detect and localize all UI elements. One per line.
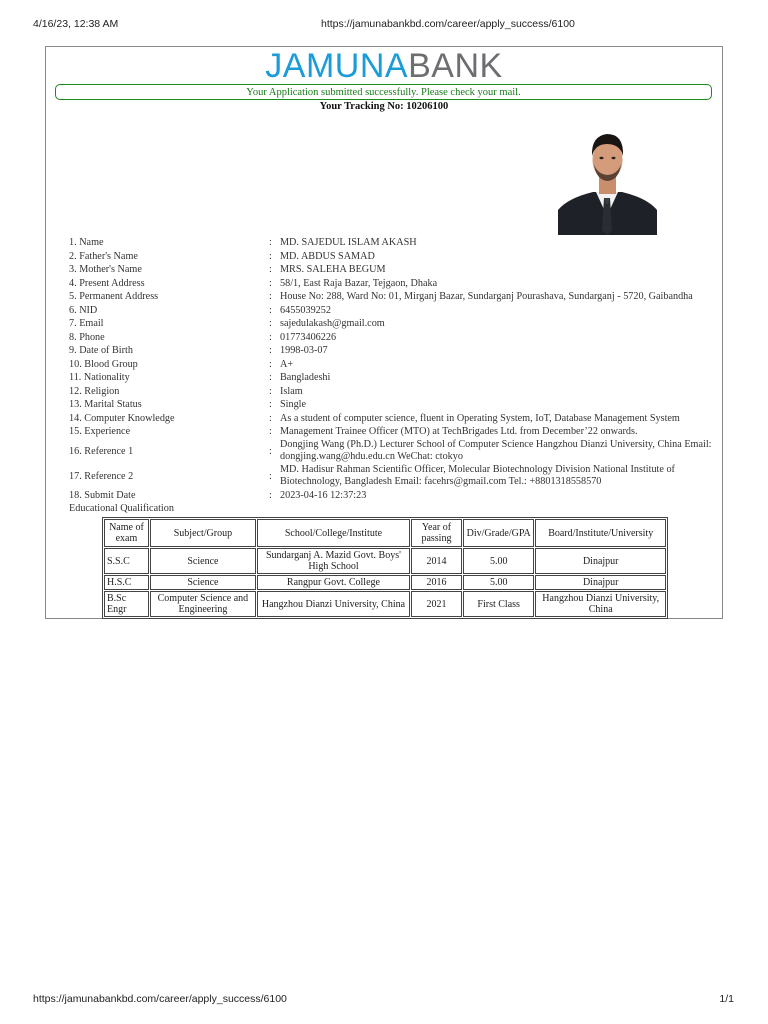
info-row-submit-date: 18. Submit Date : 2023-04-16 12:37:23 — [69, 489, 367, 501]
info-label: 17. Reference 2 — [69, 470, 134, 482]
logo-text-bank: BANK — [408, 47, 503, 85]
cell-grade: First Class — [463, 591, 534, 617]
cell-subject: Computer Science and Engineering — [150, 591, 256, 617]
col-header-year: Year of passing — [411, 519, 462, 547]
info-label: 13. Marital Status — [69, 399, 142, 410]
print-datetime: 4/16/23, 12:38 AM — [33, 18, 119, 30]
info-label: 16. Reference 1 — [69, 445, 134, 457]
cell-institute: Hangzhou Dianzi University, China — [257, 591, 410, 617]
info-value: As a student of computer science, fluent in Operating System, IoT, Database Management System — [280, 412, 680, 424]
jamuna-bank-logo — [46, 46, 722, 86]
info-row-dob: 9. Date of Birth : 1998-03-07 — [69, 345, 328, 356]
table-row — [104, 575, 666, 590]
cell-institute: Sundarganj A. Mazid Govt. Boys' High School — [257, 548, 410, 574]
info-value: Islam — [280, 385, 303, 397]
cell-exam: S.S.C — [104, 548, 149, 574]
info-row-email: 7. Email : sajedulakash@gmail.com — [69, 318, 385, 329]
info-label: 12. Religion — [69, 385, 120, 397]
cell-grade: 5.00 — [463, 575, 534, 590]
cell-subject: Science — [150, 575, 256, 590]
info-label: 8. Phone — [69, 331, 105, 343]
info-value: sajedulakash@gmail.com — [280, 318, 385, 329]
cell-grade: 5.00 — [463, 548, 534, 574]
info-value: MD. Hadisur Rahman Scientific Officer, Molecular Biotechnology Division National Institute of Biotechnology, Bangladesh Email: facehrs@gmail.com Tel.: +8801318558570 — [280, 463, 675, 487]
application-frame — [45, 46, 723, 619]
info-label: 4. Present Address — [69, 277, 145, 289]
info-label: 18. Submit Date — [69, 489, 136, 501]
table-row — [104, 591, 666, 617]
info-label: 15. Experience — [69, 426, 131, 437]
cell-year: 2016 — [411, 575, 462, 590]
info-label: 9. Date of Birth — [69, 345, 133, 356]
education-section-title: Educational Qualification — [69, 503, 174, 514]
info-label: 7. Email — [69, 318, 104, 329]
info-row-marital-status: 13. Marital Status : Single — [69, 399, 307, 410]
table-row — [104, 548, 666, 574]
info-value: 2023-04-16 12:37:23 — [280, 489, 367, 501]
tracking-number: Your Tracking No: 10206100 — [319, 101, 449, 112]
info-row-present-address: 4. Present Address : 58/1, East Raja Bazar, Tejgaon, Dhaka — [69, 277, 438, 289]
education-table-header — [104, 519, 666, 547]
info-row-nationality: 11. Nationality : Bangladeshi — [69, 372, 331, 383]
footer-url: https://jamunabankbd.com/career/apply_success/6100 — [33, 993, 287, 1005]
info-row-phone: 8. Phone : 01773406226 — [69, 331, 337, 343]
info-row-computer-knowledge: 14. Computer Knowledge : As a student of computer science, fluent in Operating System, IoT, Database Management System — [69, 412, 680, 424]
logo-text-jamuna: JAMUNA — [265, 47, 409, 85]
applicant-info-list — [69, 236, 719, 502]
info-label: 11. Nationality — [69, 372, 130, 383]
col-header-subject: Subject/Group — [150, 519, 256, 547]
footer-page-number: 1/1 — [719, 993, 734, 1005]
col-header-exam: Name of exam — [104, 519, 149, 547]
cell-year: 2014 — [411, 548, 462, 574]
info-value: MRS. SALEHA BEGUM — [280, 264, 386, 275]
info-value: 58/1, East Raja Bazar, Tejgaon, Dhaka — [280, 277, 438, 289]
applicant-photo — [558, 120, 657, 235]
success-notice: Your Application submitted successfully. Please check your mail. — [55, 84, 712, 100]
info-row-blood-group: 10. Blood Group : A+ — [69, 358, 294, 370]
col-header-institute: School/College/Institute — [257, 519, 410, 547]
info-label: 3. Mother's Name — [69, 264, 142, 275]
info-value: MD. ABDUS SAMAD — [280, 250, 375, 262]
applicant-photo-image — [558, 120, 657, 235]
info-value: Dongjing Wang (Ph.D.) Lecturer School of Computer Science Hangzhou Dianzi University, China Email: dongjing.wang@hdu.edu.cn WeChat: ctokyo — [280, 438, 712, 462]
info-value: MD. SAJEDUL ISLAM AKASH — [280, 237, 417, 248]
cell-institute: Rangpur Govt. College — [257, 575, 410, 590]
info-row-nid: 6. NID : 6455039252 — [69, 304, 331, 316]
col-header-board: Board/Institute/University — [535, 519, 666, 547]
info-label: 14. Computer Knowledge — [69, 412, 175, 424]
info-value: Management Trainee Officer (MTO) at TechBrigades Ltd. from December’22 onwards. — [280, 426, 638, 437]
cell-board: Hangzhou Dianzi University, China — [535, 591, 666, 617]
cell-year: 2021 — [411, 591, 462, 617]
info-value: House No: 288, Ward No: 01, Mirganj Bazar, Sundarganj Pourashava, Sundarganj - 5720, Gaibandha — [280, 291, 693, 302]
info-label: 10. Blood Group — [69, 358, 138, 370]
info-row-name: 1. Name : MD. SAJEDUL ISLAM AKASH — [69, 237, 417, 248]
info-value: A+ — [280, 358, 294, 370]
info-label: 6. NID — [69, 304, 98, 316]
info-row-father: 2. Father's Name : MD. ABDUS SAMAD — [69, 250, 375, 262]
cell-board: Dinajpur — [535, 548, 666, 574]
info-value: 6455039252 — [280, 304, 331, 316]
info-value: 01773406226 — [280, 331, 337, 343]
print-url: https://jamunabankbd.com/career/apply_success/6100 — [321, 18, 575, 30]
info-row-reference-1: 16. Reference 1 : Dongjing Wang (Ph.D.) Lecturer School of Computer Science Hangzhou Dianzi University, China Email: dongjing.wang@hdu.edu.cn WeChat: ctokyo — [69, 439, 719, 464]
info-value: Single — [280, 399, 307, 410]
cell-subject: Science — [150, 548, 256, 574]
info-row-religion: 12. Religion : Islam — [69, 385, 303, 397]
info-label: 5. Permanent Address — [69, 291, 159, 302]
cell-board: Dinajpur — [535, 575, 666, 590]
info-row-permanent-address: 5. Permanent Address : House No: 288, Ward No: 01, Mirganj Bazar, Sundarganj Pourashava, Sundarganj - 5720, Gaibandha — [69, 291, 693, 302]
education-table — [102, 517, 668, 619]
info-value: 1998-03-07 — [280, 345, 328, 356]
info-label: 2. Father's Name — [69, 250, 138, 262]
col-header-grade: Div/Grade/GPA — [463, 519, 534, 547]
info-row-reference-2: 17. Reference 2 : MD. Hadisur Rahman Scientific Officer, Molecular Biotechnology Division National Institute of Biotechnology, Bangladesh Email: facehrs@gmail.com Tel.: +8801318558570 — [69, 464, 719, 489]
cell-exam: H.S.C — [104, 575, 149, 590]
info-label: 1. Name — [69, 237, 104, 248]
cell-exam: B.Sc Engr — [104, 591, 149, 617]
info-value: Bangladeshi — [280, 372, 331, 383]
info-row-experience: 15. Experience : Management Trainee Officer (MTO) at TechBrigades Ltd. from December’22 onwards. — [69, 426, 638, 437]
info-row-mother: 3. Mother's Name : MRS. SALEHA BEGUM — [69, 264, 386, 275]
